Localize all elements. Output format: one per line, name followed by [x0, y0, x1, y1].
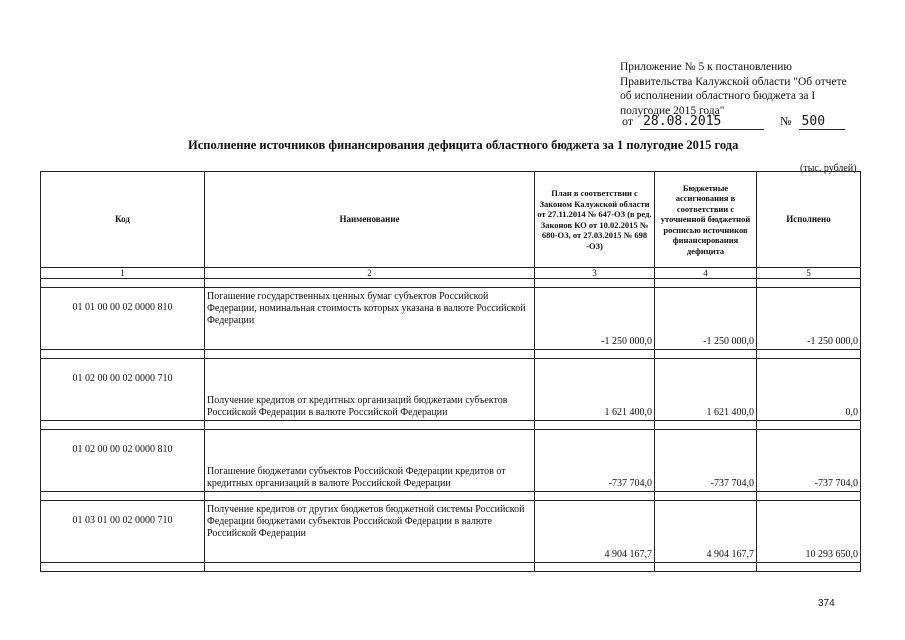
row-assigned: -737 704,0	[655, 430, 757, 492]
table-row	[41, 288, 861, 350]
resolution-date: 28.08.2015	[640, 115, 764, 130]
row-plan: -737 704,0	[535, 430, 655, 492]
row-spacer	[41, 421, 861, 430]
header-assigned: Бюджетные ассигнования в соответствии с уточненной бюджетной росписью источников финансирования дефицита	[655, 172, 757, 268]
header-code: Код	[41, 172, 205, 268]
row-plan: -1 250 000,0	[535, 288, 655, 350]
resolution-date-line	[622, 114, 845, 130]
page-number: 374	[818, 598, 835, 609]
row-executed: -1 250 000,0	[757, 288, 861, 350]
row-executed: -737 704,0	[757, 430, 861, 492]
appendix-line: об исполнении областного бюджета за I	[620, 90, 816, 102]
row-code: 01 01 00 00 02 0000 810	[41, 288, 205, 350]
column-number: 4	[655, 268, 757, 279]
table-row	[41, 501, 861, 563]
document-title: Исполнение источников финансирования дефицита областного бюджета за 1 полугодие 2015 года	[188, 138, 739, 152]
table-header-row	[41, 172, 861, 268]
column-number: 3	[535, 268, 655, 279]
row-name: Получение кредитов от других бюджетов бюджетной системы Российской Федерации бюджетами субъектов Российской Федерации в валюте Российской Федерации	[205, 501, 535, 563]
row-code: 01 03 01 00 02 0000 710	[41, 501, 205, 563]
table-row	[41, 359, 861, 421]
header-plan: План в соответствии с Законом Калужской области от 27.11.2014 № 647-ОЗ (в ред. Законов КО от 10.02.2015 № 680-ОЗ, от 27.03.2015 № 698 -ОЗ)	[535, 172, 655, 268]
row-plan: 1 621 400,0	[535, 359, 655, 421]
header-executed: Исполнено	[757, 172, 861, 268]
table-row	[41, 430, 861, 492]
row-spacer	[41, 563, 861, 572]
number-prefix: №	[780, 114, 792, 128]
date-prefix: от	[622, 114, 634, 128]
row-executed: 0,0	[757, 359, 861, 421]
appendix-line: Приложение № 5 к постановлению	[620, 61, 793, 73]
resolution-number: 500	[799, 115, 845, 130]
units-note: (тыс. рублей)	[800, 163, 857, 174]
column-number-row	[41, 268, 861, 279]
column-number: 2	[205, 268, 535, 279]
row-code: 01 02 00 00 02 0000 710	[41, 359, 205, 421]
row-spacer	[41, 492, 861, 501]
row-name: Получение кредитов от кредитных организаций бюджетами субъектов Российской Федерации в валюте Российской Федерации	[205, 359, 535, 421]
column-number: 1	[41, 268, 205, 279]
row-assigned: 4 904 167,7	[655, 501, 757, 563]
financing-sources-table	[40, 171, 861, 572]
row-executed: 10 293 650,0	[757, 501, 861, 563]
row-assigned: -1 250 000,0	[655, 288, 757, 350]
row-assigned: 1 621 400,0	[655, 359, 757, 421]
row-spacer	[41, 350, 861, 359]
column-number: 5	[757, 268, 861, 279]
appendix-line: Правительства Калужской области "Об отчете	[620, 75, 847, 88]
row-code: 01 02 00 00 02 0000 810	[41, 430, 205, 492]
appendix-line: полугодие 2015 года"	[620, 104, 725, 117]
row-plan: 4 904 167,7	[535, 501, 655, 563]
header-name: Наименование	[205, 172, 535, 268]
row-name: Погашение бюджетами субъектов Российской Федерации кредитов от кредитных организаций в валюте Российской Федерации	[205, 430, 535, 492]
row-spacer	[41, 279, 861, 288]
appendix-note	[620, 60, 870, 118]
row-name: Погашение государственных ценных бумаг субъектов Российской Федерации, номинальная стоимость которых указана в валюте Российской Федерации	[205, 288, 535, 350]
